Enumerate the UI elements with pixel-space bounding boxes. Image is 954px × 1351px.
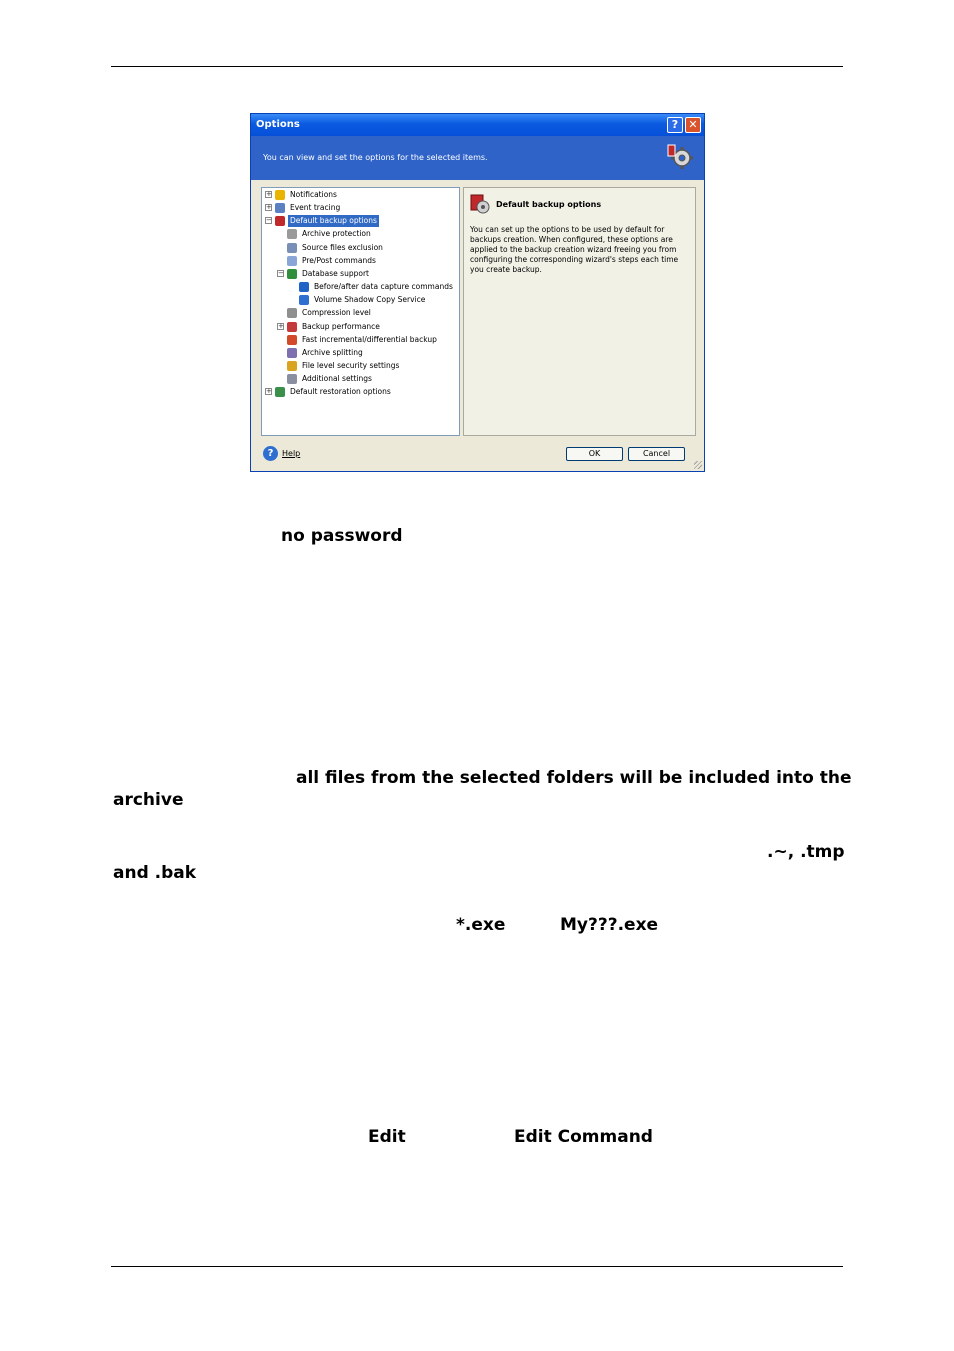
tree-item-label: Archive protection — [302, 229, 371, 239]
tree-item[interactable] — [262, 242, 457, 254]
resize-grip[interactable] — [694, 461, 702, 469]
tree-item-label: Volume Shadow Copy Service — [314, 295, 426, 305]
tree-item-label: Default backup options — [290, 216, 377, 226]
tree-item-label: Before/after data capture commands — [314, 282, 453, 292]
tree-item[interactable] — [262, 202, 457, 214]
options-dialog — [250, 113, 705, 472]
console-icon — [299, 282, 309, 292]
tree-item-label: Backup performance — [302, 321, 380, 331]
options-gear-icon — [667, 144, 693, 170]
backup-options-icon — [470, 194, 490, 214]
event-tracing-icon — [275, 203, 285, 213]
tree-item[interactable] — [262, 189, 457, 201]
tree-item[interactable] — [262, 215, 457, 227]
footer-rule — [111, 1266, 843, 1267]
tree-item-label: Source files exclusion — [302, 242, 383, 252]
tree-item[interactable] — [262, 386, 457, 398]
shield-icon — [287, 269, 297, 279]
tree-item[interactable] — [262, 268, 457, 280]
lock-icon — [287, 229, 297, 239]
tree-item[interactable] — [262, 347, 457, 359]
tree-item-label: Default restoration options — [290, 387, 391, 397]
vss-icon — [299, 295, 309, 305]
tree-item-label: Compression level — [302, 308, 371, 318]
title-help-button[interactable]: ? — [667, 117, 683, 133]
tree-item[interactable] — [262, 228, 457, 240]
expand-icon[interactable]: + — [278, 321, 284, 330]
tree-item-label: Additional settings — [302, 374, 372, 384]
tree-item[interactable] — [262, 255, 457, 267]
tree-item[interactable] — [262, 294, 457, 306]
fast-backup-icon — [287, 335, 297, 345]
tree-item-label: Fast incremental/differential backup — [302, 334, 437, 344]
banner-text: You can view and set the options for the selected items. — [263, 153, 488, 162]
exe-mask-text: *.exe — [456, 915, 506, 935]
commands-icon — [287, 256, 297, 266]
tree-item[interactable] — [262, 334, 457, 346]
notifications-icon — [275, 190, 285, 200]
edit-command-text: Edit Command — [514, 1127, 653, 1147]
tree-item[interactable] — [262, 281, 457, 293]
compression-icon — [287, 308, 297, 318]
all-files-text: all files from the selected folders will be included into the — [296, 768, 852, 788]
tree-item[interactable] — [262, 373, 457, 385]
cancel-button[interactable]: Cancel — [628, 447, 685, 461]
description-title: Default backup options — [496, 200, 602, 209]
tree-item-label: File level security settings — [302, 360, 400, 370]
exclusion-icon — [287, 243, 297, 253]
collapse-icon[interactable]: − — [278, 268, 284, 277]
gear-icon — [287, 374, 297, 384]
help-icon: ? — [263, 446, 278, 461]
expand-icon[interactable]: + — [266, 203, 272, 212]
collapse-icon[interactable]: − — [266, 216, 272, 225]
description-panel — [463, 187, 696, 436]
tree-item-label: Archive splitting — [302, 347, 363, 357]
my-mask-text: My???.exe — [560, 915, 659, 935]
no-password-text: no password — [281, 526, 403, 546]
ok-button[interactable]: OK — [566, 447, 623, 461]
splitting-icon — [287, 348, 297, 358]
restoration-icon — [275, 387, 285, 397]
security-icon — [287, 361, 297, 371]
expand-icon[interactable]: + — [266, 387, 272, 396]
title-bar[interactable] — [251, 114, 704, 136]
performance-icon — [287, 322, 297, 332]
and-bak-text: and .bak — [113, 863, 197, 883]
help-label: Help — [282, 449, 301, 458]
tree-item-label: Database support — [302, 268, 369, 278]
tree-item[interactable] — [262, 321, 457, 333]
tree-item-label: Pre/Post commands — [302, 255, 376, 265]
backup-options-icon — [275, 216, 285, 226]
title-close-button[interactable]: ✕ — [685, 117, 701, 133]
masks-text: .~, .tmp — [767, 842, 845, 862]
tree-item[interactable] — [262, 307, 457, 319]
description-body: You can set up the options to be used by default for backups creation. When configured, these options are applied to the backup creation wizard freeing you from configuring the corresponding wizard's steps each time you create backup. — [470, 225, 679, 274]
expand-icon[interactable]: + — [266, 190, 272, 198]
options-tree[interactable] — [261, 187, 460, 436]
tree-item[interactable] — [262, 360, 457, 372]
edit-text: Edit — [368, 1127, 406, 1147]
dialog-banner — [251, 136, 704, 180]
dialog-title: Options — [256, 119, 300, 130]
archive-text: archive — [113, 790, 184, 810]
tree-item-label: Notifications — [290, 190, 337, 199]
header-rule — [111, 66, 843, 67]
tree-item-label: Event tracing — [290, 203, 341, 213]
